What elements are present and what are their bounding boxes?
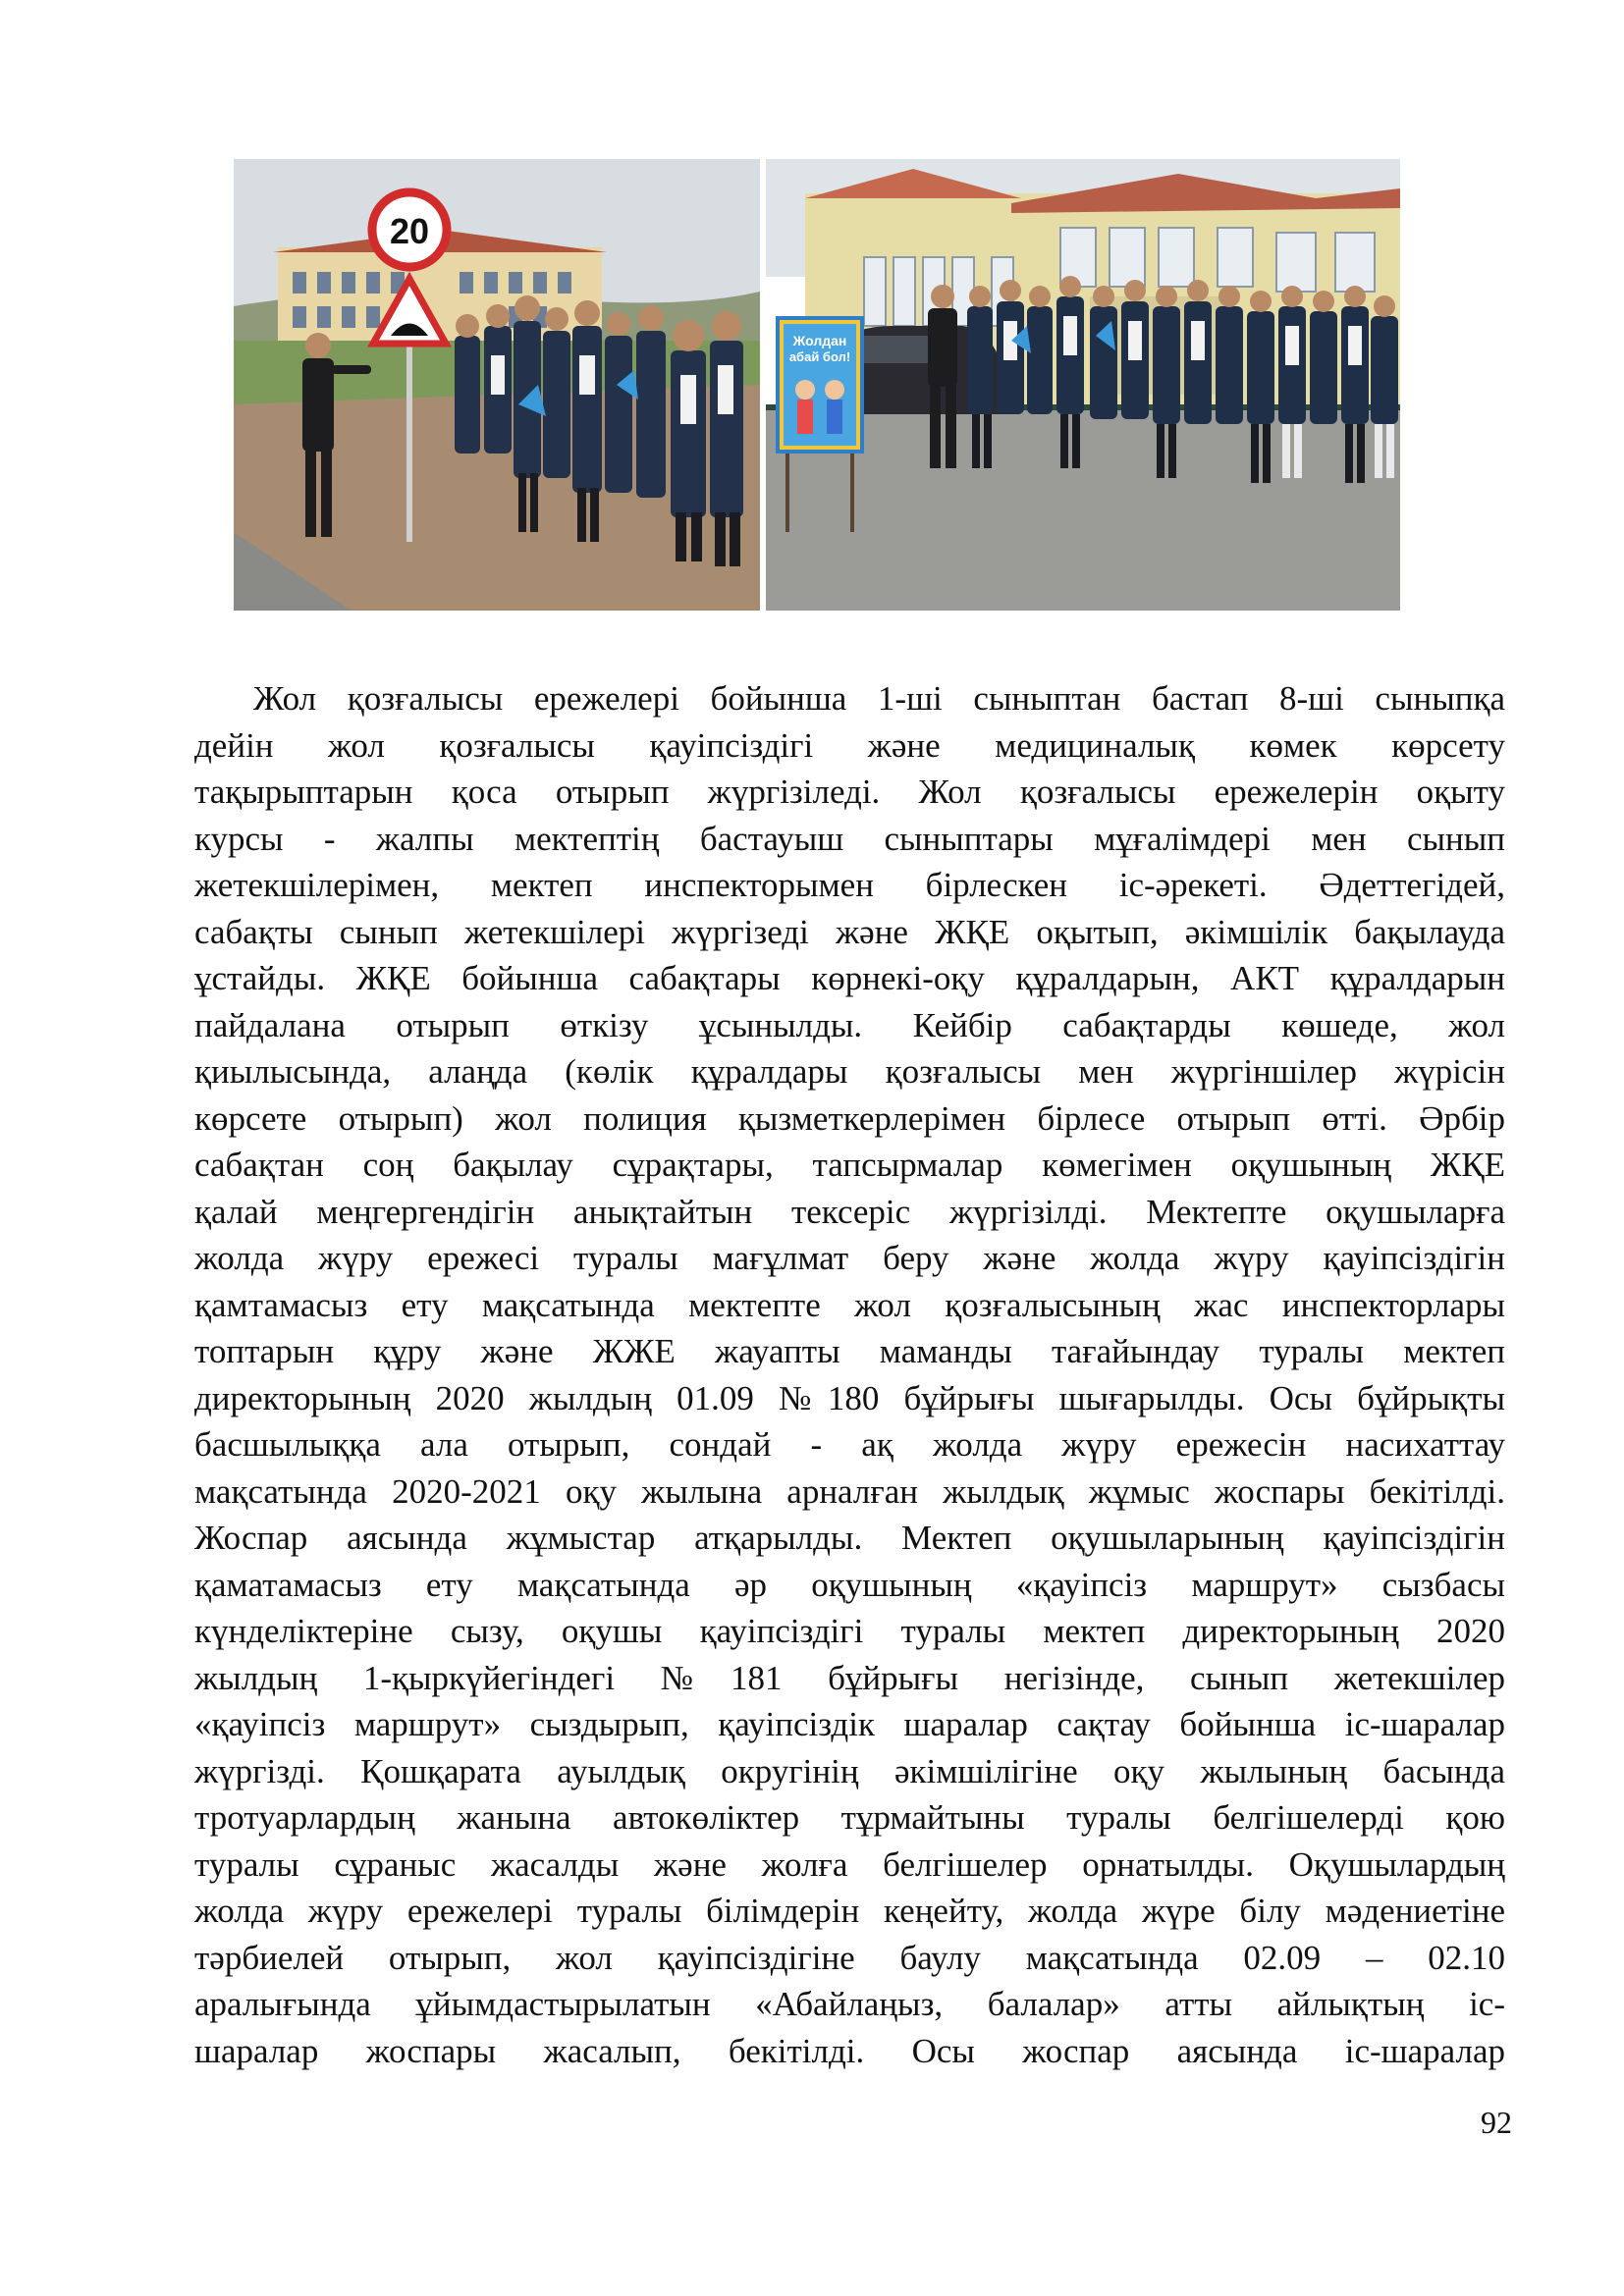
body-text-line: топтарын құру және ЖЖЕ жауапты маманды тағайындау туралы мектеп <box>194 1332 1505 1370</box>
body-text <box>194 675 1505 2074</box>
body-text-line: жолда жүру ережесі туралы мағұлмат беру және жолда жүру қауіпсіздігін <box>194 1239 1505 1277</box>
poster-text-top: Жолдан <box>792 333 847 348</box>
body-text-line: мақсатында 2020-2021 оқу жылына арналған жылдық жұмыс жоспары бекітілді. <box>194 1471 1505 1511</box>
page-number: 92 <box>1481 2105 1512 2140</box>
body-text-line: жетекшілерімен, мектеп инспекторымен бірлескен іс-әрекеті. Әдеттегідей, <box>194 866 1505 904</box>
body-text-line: күнделіктеріне сызу, оқушы қауіпсіздігі туралы мектеп директорының 2020 <box>194 1612 1505 1650</box>
body-text-line: жүргізді. Қошқарата ауылдық округінің әкімшілігіне оқу жылының басында <box>194 1751 1505 1790</box>
body-text-line: қиылысында, алаңда (көлік құралдары қозғалысы мен жүргіншілер жүрісін <box>194 1052 1505 1091</box>
body-text-line: жылдың 1-қыркүйегіндегі №181 бұйрығы негізінде, сынып жетекшілер <box>194 1658 1505 1697</box>
body-text-line: тротуарлардың жанына автокөліктер тұрмайтыны туралы белгішелерді қою <box>194 1798 1505 1837</box>
body-text-line: тақырыптарын қоса отырып жүргізіледі. Жол қозғалысы ережелерін оқыту <box>194 773 1505 811</box>
body-text-line: туралы сұраныс жасалды және жолға белгішелер орнатылды. Оқушылардың <box>194 1844 1505 1884</box>
body-text-line: «қауіпсіз маршрут» сыздырып, қауіпсіздік шаралар сақтау бойынша іс-шаралар <box>194 1705 1505 1743</box>
body-text-line: қамтамасыз ету мақсатында мектепте жол қозғалысының жас инспекторлары <box>194 1285 1505 1324</box>
poster-text-bottom: абай бол! <box>788 349 851 364</box>
body-text-line: ұстайды. ЖҚЕ бойынша сабақтары көрнекі-оқу құралдарын, АКТ құралдарын <box>194 959 1505 997</box>
body-text-line: жолда жүру ережелері туралы білімдерін кеңейту, жолда жүре білу мәдениетіне <box>194 1892 1505 1930</box>
body-text-line: қаматамасыз ету мақсатында әр оқушының «қауіпсіз маршрут» сызбасы <box>194 1565 1505 1604</box>
body-text-line: Жоспар аясында жұмыстар атқарылды. Мектеп оқушыларының қауіпсіздігін <box>194 1519 1505 1557</box>
speed-sign-number: 20 <box>389 211 430 251</box>
body-text-line: дейін жол қозғалысы қауіпсіздігі және медициналық көмек көрсету <box>194 725 1505 765</box>
body-text-line: көрсете отырып) жол полиция қызметкерлерімен бірлесе отырып өтті. Әрбір <box>194 1098 1505 1138</box>
body-text-line: директорының 2020 жылдың 01.09 №180 бұйрығы шығарылды. Осы бұйрықты <box>194 1378 1505 1417</box>
photo-school-yard-group-image <box>766 159 1400 611</box>
body-text-line: курсы - жалпы мектептің бастауыш сыныптары мұғалімдері мен сынып <box>194 819 1505 858</box>
body-text-line: сабақтан соң бақылау сұрақтары, тапсырмалар көмегімен оқушының ЖҚЕ <box>194 1146 1505 1184</box>
photo-school-yard-group <box>766 159 1400 611</box>
body-text-line: сабақты сынып жетекшілері жүргізеді және ЖҚЕ оқытып, әкімшілік бақылауда <box>194 912 1505 951</box>
body-text-line: қалай меңгергендігін анықтайтын тексеріс жүргізілді. Мектепте оқушыларға <box>194 1192 1505 1231</box>
body-text-line: тәрбиелей отырып, жол қауіпсіздігіне баулу мақсатында 02.09 – 02.10 <box>194 1938 1505 1977</box>
photo-road-sign-lesson-image <box>234 159 760 611</box>
photo-road-sign-lesson <box>234 159 760 611</box>
body-text-line: пайдалана отырып өткізу ұсынылды. Кейбір сабақтарды көшеде, жол <box>194 1005 1505 1044</box>
body-text-line: шаралар жоспары жасалып, бекітілді. Осы жоспар аясында іс-шаралар <box>194 2031 1505 2070</box>
body-text-line: Жол қозғалысы ережелері бойынша 1-ші сыныптан бастап 8-ші сыныпқа <box>253 679 1505 718</box>
body-text-line: басшылыққа ала отырып, сондай - ақ жолда жүру ережесін насихаттау <box>194 1425 1505 1464</box>
body-text-line: аралығында ұйымдастырылатын «Абайлаңыз, балалар» атты айлықтың іс- <box>194 1985 1505 2023</box>
